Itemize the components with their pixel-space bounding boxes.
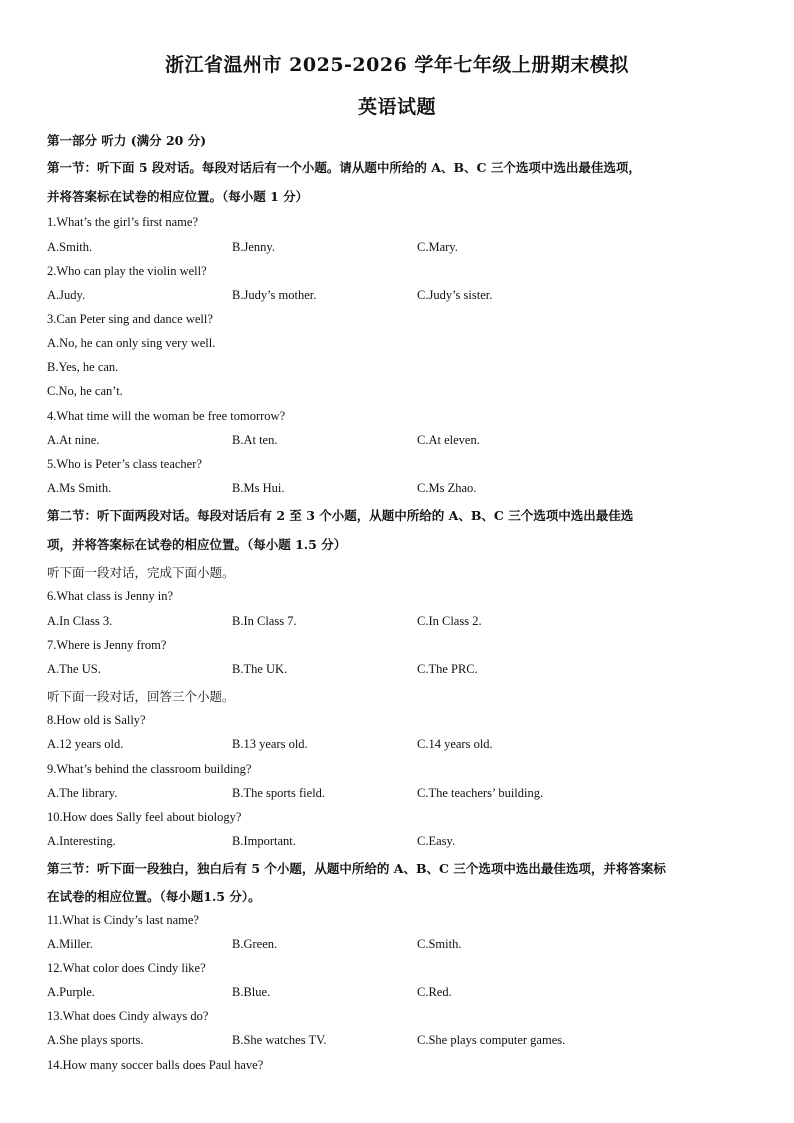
option-c: C.Judy’s sister. — [417, 288, 493, 302]
part-heading: 第一部分 听力 (满分 20 分) — [47, 133, 207, 148]
option-b: B.Judy’s mother. — [232, 288, 317, 302]
option-c: C.She plays computer games. — [417, 1033, 566, 1047]
option-b: B.Green. — [232, 937, 278, 951]
question-text: 8.How old is Sally? — [47, 713, 146, 727]
option-a: A.Purple. — [47, 985, 95, 999]
question-text: 3.Can Peter sing and dance well? — [47, 312, 213, 326]
option-a: A.12 years old. — [47, 737, 124, 751]
option-b: B.13 years old. — [232, 737, 308, 751]
option-a: A.Ms Smith. — [47, 481, 112, 495]
question-text: 4.What time will the woman be free tomorrow? — [47, 409, 286, 423]
option-c: C.At eleven. — [417, 433, 480, 447]
question-text: 9.What’s behind the classroom building? — [47, 762, 252, 776]
option-c: C.The teachers’ building. — [417, 786, 544, 800]
option-a: A.Interesting. — [47, 834, 116, 848]
option-b: B.She watches TV. — [232, 1033, 327, 1047]
option-b: B.Blue. — [232, 985, 271, 999]
question-text: 5.Who is Peter’s class teacher? — [47, 457, 202, 471]
question-text: 6.What class is Jenny in? — [47, 589, 174, 603]
question-text: 11.What is Cindy’s last name? — [47, 913, 199, 927]
section1-instructions-line1: 第一节：听下面 5 段对话。每段对话后有一个小题。请从题中所给的 A、B、C 三个选项中选出最佳选项， — [47, 160, 641, 175]
section3-instructions-line2: 在试卷的相应位置。（每小题1.5 分）。 — [47, 889, 261, 904]
option-c: C.Red. — [417, 985, 452, 999]
option-b: B.At ten. — [232, 433, 278, 447]
option-c: C.Easy. — [417, 834, 456, 848]
option-c: C.Mary. — [417, 240, 458, 254]
question-text: 14.How many soccer balls does Paul have? — [47, 1058, 264, 1072]
option-c: C.In Class 2. — [417, 614, 482, 628]
option-c: C.Ms Zhao. — [417, 481, 477, 495]
section2-instructions-line1: 第二节：听下面两段对话。每段对话后有 2 至 3 个小题，从题中所给的 A、B、C 三个选项中选出最佳选 — [47, 508, 634, 523]
option-b: B.Ms Hui. — [232, 481, 285, 495]
option-a: A.In Class 3. — [47, 614, 113, 628]
section3-instructions-line1: 第三节：听下面一段独白，独白后有 5 个小题，从题中所给的 A、B、C 三个选项中选出最佳选项，并将答案标 — [47, 861, 666, 876]
option-c: C.14 years old. — [417, 737, 493, 751]
option-b: B.The UK. — [232, 662, 288, 676]
option-c: C.Smith. — [417, 937, 462, 951]
option-a: A.Judy. — [47, 288, 86, 302]
dialog-instruction: 听下面一段对话，完成下面小题。 — [47, 566, 235, 580]
option-a: A.Miller. — [47, 937, 93, 951]
section2-instructions-line2: 项，并将答案标在试卷的相应位置。（每小题 1.5 分） — [47, 537, 347, 552]
option-a: A.She plays sports. — [47, 1033, 144, 1047]
exam-title: 浙江省温州市 2025-2026 学年七年级上册期末模拟 — [165, 54, 629, 76]
dialog-instruction: 听下面一段对话，回答三个小题。 — [47, 690, 235, 704]
option-a: A.The library. — [47, 786, 118, 800]
option-b: B.The sports field. — [232, 786, 326, 800]
option-a: A.Smith. — [47, 240, 93, 254]
option-a: A.No, he can only sing very well. — [47, 336, 216, 350]
option-c: C.No, he can’t. — [47, 384, 123, 398]
option-a: A.At nine. — [47, 433, 100, 447]
option-a: A.The US. — [47, 662, 101, 676]
option-b: B.Jenny. — [232, 240, 275, 254]
question-text: 1.What’s the girl’s first name? — [47, 215, 199, 229]
option-b: B.Yes, he can. — [47, 360, 119, 374]
question-text: 13.What does Cindy always do? — [47, 1009, 209, 1023]
option-b: B.Important. — [232, 834, 296, 848]
question-text: 10.How does Sally feel about biology? — [47, 810, 242, 824]
question-text: 12.What color does Cindy like? — [47, 961, 206, 975]
question-text: 2.Who can play the violin well? — [47, 264, 207, 278]
section1-instructions-line2: 并将答案标在试卷的相应位置。（每小题 1 分） — [47, 189, 309, 204]
exam-subtitle: 英语试题 — [357, 96, 436, 118]
option-c: C.The PRC. — [417, 662, 478, 676]
option-b: B.In Class 7. — [232, 614, 297, 628]
question-text: 7.Where is Jenny from? — [47, 638, 167, 652]
